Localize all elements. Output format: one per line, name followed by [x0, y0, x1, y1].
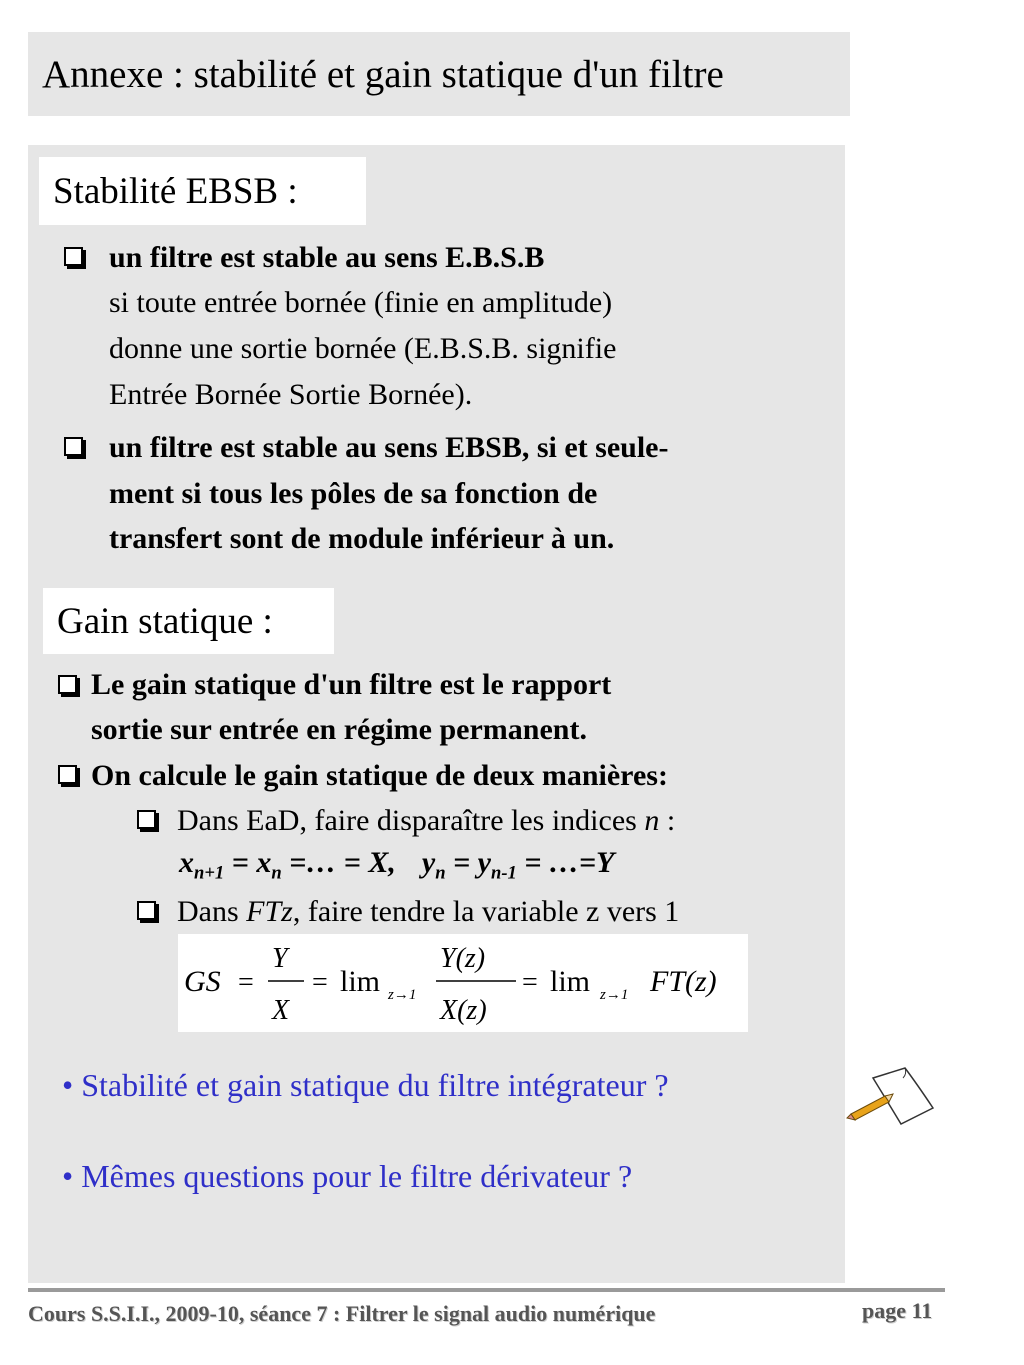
stability-item1-line3: Entrée Bornée Sortie Bornée). [109, 378, 473, 411]
formula-limsub1: z→1 [388, 987, 417, 1003]
eq-y: y [421, 846, 436, 879]
checkbox-bullet-icon [137, 810, 156, 829]
gain-formula [178, 934, 748, 1032]
eq-sub-n: n [271, 862, 282, 884]
checkbox-bullet-icon [58, 765, 77, 784]
checkbox-bullet-icon [137, 901, 156, 920]
stability-item1-title: un filtre est stable au sens E.B.S.B [109, 241, 545, 274]
eq-x2: x [256, 846, 272, 879]
formula-gs: GS [184, 965, 221, 998]
formula-ftz: FT(z) [650, 965, 717, 998]
formula-den-xz: X(z) [440, 995, 487, 1026]
eq-equals: = [224, 846, 257, 879]
section-heading-stability: Stabilité EBSB : [39, 157, 366, 225]
question-derivator: • Mêmes questions pour le filtre dérivateur ? [62, 1158, 633, 1194]
gain-sub2 [177, 897, 679, 927]
eq-sub-n-1: n-1 [491, 862, 517, 884]
formula-limsub2: z→1 [600, 987, 629, 1003]
footer-course: Cours S.S.I.I., 2009-10, séance 7 : Filtrer le signal audio numérique [28, 1301, 656, 1326]
stability-item2-line3: transfert sont de module inférieur à un. [109, 522, 615, 555]
stability-item1-line2: donne une sortie bornée (E.B.S.B. signifie [109, 332, 617, 365]
formula-eq3: = [522, 967, 538, 998]
slide-title: Annexe : stabilité et gain statique d'un filtre [42, 53, 724, 96]
stability-item2-line2: ment si tous les pôles de sa fonction de [109, 477, 598, 510]
gain-equation [179, 848, 614, 883]
formula-num-yz: Y(z) [440, 943, 486, 974]
stability-item2-line1: un filtre est stable au sens EBSB, si et seule- [109, 431, 669, 464]
gain-sub2-suffix: , faire tendre la variable z vers 1 [292, 895, 680, 928]
gain-item1-line1: Le gain statique d'un filtre est le rapport [91, 668, 612, 701]
paper-pencil-icon [845, 1064, 937, 1126]
section-heading-gain: Gain statique : [43, 588, 334, 654]
formula-eq1: = [238, 967, 254, 998]
eq-y2: y [477, 846, 491, 879]
eq-rest1: =… = X, [281, 846, 396, 879]
eq-equals2: = [445, 846, 478, 879]
eq-sub-n1: n+1 [194, 862, 225, 884]
formula-num-y: Y [272, 943, 288, 974]
formula-lim1: lim [340, 965, 381, 998]
formula-lim2: lim [550, 965, 591, 998]
gain-sub1-prefix: Dans EaD, faire disparaître les indices [177, 804, 645, 837]
gain-sub1-suffix: : [659, 804, 676, 837]
eq-sub-yn: n [435, 862, 446, 884]
question-integrator: • Stabilité et gain statique du filtre intégrateur ? [62, 1067, 669, 1103]
gain-sub1-var: n [644, 804, 660, 837]
eq-x: x [179, 846, 194, 879]
formula-svg [178, 934, 748, 1032]
gain-item2: On calcule le gain statique de deux manières: [91, 759, 668, 792]
eq-rest2: = …=Y [516, 846, 615, 879]
footer-page-number: page 11 [862, 1298, 933, 1323]
gain-sub1 [177, 806, 675, 836]
checkbox-bullet-icon [58, 675, 77, 694]
gain-sub2-var: FTz [246, 895, 293, 928]
gain-sub2-prefix: Dans [177, 895, 247, 928]
gain-item1-line2: sortie sur entrée en régime permanent. [91, 713, 587, 746]
formula-eq2: = [312, 967, 328, 998]
footer-rule [28, 1288, 945, 1292]
checkbox-bullet-icon [64, 437, 83, 456]
stability-item1-line1: si toute entrée bornée (finie en amplitude) [109, 286, 613, 319]
title-bar [28, 32, 850, 116]
checkbox-bullet-icon [64, 247, 83, 266]
formula-den-x: X [272, 995, 290, 1026]
